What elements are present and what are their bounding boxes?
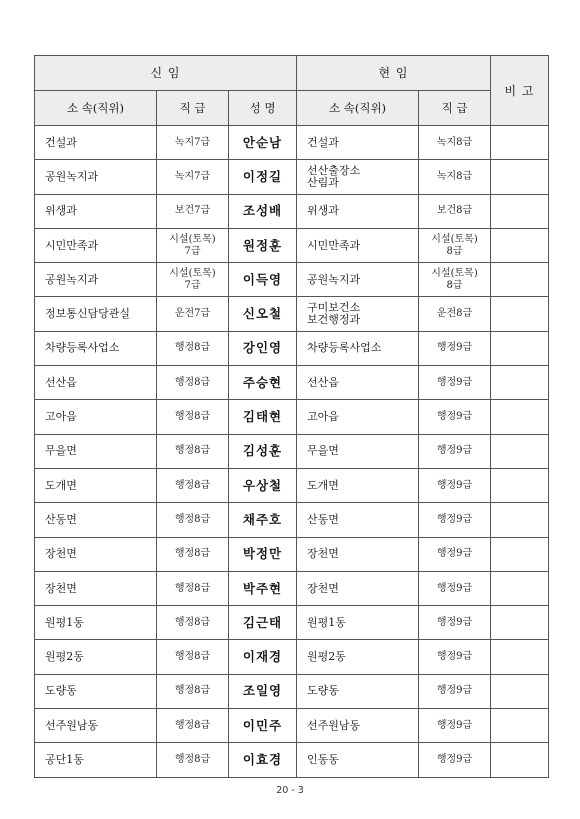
new-grade-cell-text: 시설(토목): [169, 267, 216, 279]
current-grade-cell: [419, 606, 491, 640]
remarks-cell: [491, 297, 549, 331]
current-affiliation-cell-text: 도량동: [307, 684, 339, 698]
current-grade-cell-text: 행정9급: [436, 445, 473, 457]
name-cell-text: 이득영: [242, 271, 283, 287]
current-grade-cell-text: 행정9급: [436, 548, 473, 560]
new-affiliation-cell-text: 장천면: [45, 547, 77, 561]
new-grade-cell-text: 행정8급: [174, 651, 211, 663]
current-grade-cell-text: 행정9급: [436, 411, 473, 423]
name-cell-text: 조성배: [242, 203, 283, 219]
table-row: [35, 297, 549, 331]
new-affiliation-cell: [35, 126, 157, 160]
current-grade-cell-text: 보건8급: [436, 205, 473, 217]
current-affiliation-cell: [297, 640, 419, 674]
header-remarks: 비 고: [491, 56, 549, 126]
table-row: [35, 126, 549, 160]
table-row: [35, 537, 549, 571]
new-affiliation-cell-text: 위생과: [45, 204, 77, 218]
current-affiliation-cell: [297, 263, 419, 297]
new-grade-cell-text: 행정8급: [174, 616, 211, 628]
name-cell-text: 이효경: [242, 751, 283, 767]
new-grade-cell: [157, 331, 229, 365]
current-grade-cell: [419, 263, 491, 297]
name-cell-text: 박주현: [242, 580, 283, 596]
name-cell-text: 우상철: [242, 477, 283, 493]
current-affiliation-cell: [297, 434, 419, 468]
new-grade-cell: [157, 537, 229, 571]
new-grade-cell: [157, 468, 229, 502]
new-grade-cell: [157, 640, 229, 674]
new-affiliation-cell-text: 원평2동: [45, 650, 84, 664]
new-affiliation-cell-text: 선주원남동: [45, 718, 99, 732]
table-row: [35, 160, 549, 194]
name-cell-text: 강인영: [242, 340, 283, 356]
new-affiliation-cell: [35, 160, 157, 194]
current-affiliation-cell: [297, 468, 419, 502]
new-grade-cell: [157, 674, 229, 708]
current-grade-cell-text: 8급: [446, 245, 463, 257]
new-grade-cell: [157, 228, 229, 262]
current-grade-cell-text: 행정9급: [436, 513, 473, 525]
new-affiliation-cell: [35, 434, 157, 468]
current-affiliation-cell-text: 위생과: [307, 204, 339, 218]
current-affiliation-cell: [297, 194, 419, 228]
current-affiliation-cell: [297, 571, 419, 605]
current-affiliation-cell-text: 선산출장소: [307, 163, 361, 177]
current-grade-cell: [419, 503, 491, 537]
current-grade-cell: [419, 743, 491, 777]
table-row: [35, 709, 549, 743]
name-cell: [229, 606, 297, 640]
header-current-post: 현 임: [297, 56, 491, 91]
current-affiliation-cell-text: 원평1동: [307, 615, 346, 629]
new-affiliation-cell-text: 장천면: [45, 581, 77, 595]
new-grade-cell: [157, 160, 229, 194]
new-affiliation-cell-text: 도개면: [45, 478, 77, 492]
name-cell: [229, 160, 297, 194]
header-new-post: 신 임: [35, 56, 297, 91]
new-affiliation-cell: [35, 366, 157, 400]
new-grade-cell: [157, 400, 229, 434]
new-grade-cell-text: 행정8급: [174, 548, 211, 560]
new-affiliation-cell: [35, 263, 157, 297]
new-affiliation-cell: [35, 228, 157, 262]
new-grade-cell-text: 7급: [184, 279, 201, 291]
new-grade-cell-text: 행정8급: [174, 445, 211, 457]
remarks-cell: [491, 743, 549, 777]
name-cell-text: 주승현: [242, 374, 283, 390]
name-cell-text: 김근태: [242, 614, 283, 630]
new-affiliation-cell: [35, 503, 157, 537]
header-affiliation-current: 소 속(직위): [297, 91, 419, 126]
new-grade-cell-text: 행정8급: [174, 582, 211, 594]
table-row: [35, 434, 549, 468]
name-cell-text: 박정만: [242, 546, 283, 562]
new-grade-cell: [157, 366, 229, 400]
new-affiliation-cell-text: 고아읍: [45, 410, 77, 424]
current-affiliation-cell: [297, 606, 419, 640]
new-grade-cell-text: 행정8급: [174, 685, 211, 697]
table-row: [35, 571, 549, 605]
name-cell: [229, 194, 297, 228]
new-affiliation-cell: [35, 709, 157, 743]
name-cell: [229, 743, 297, 777]
remarks-cell: [491, 503, 549, 537]
new-grade-cell-text: 녹지7급: [174, 136, 211, 148]
new-grade-cell: [157, 263, 229, 297]
remarks-cell: [491, 709, 549, 743]
current-affiliation-cell-text: 도개면: [307, 478, 339, 492]
remarks-cell: [491, 537, 549, 571]
name-cell-text: 채주호: [242, 511, 283, 527]
new-grade-cell: [157, 434, 229, 468]
current-affiliation-cell-text: 공원녹지과: [307, 272, 361, 286]
new-grade-cell-text: 행정8급: [174, 411, 211, 423]
table-row: [35, 228, 549, 262]
name-cell: [229, 674, 297, 708]
name-cell-text: 이재경: [242, 649, 283, 665]
new-grade-cell: [157, 126, 229, 160]
current-grade-cell: [419, 674, 491, 708]
remarks-cell: [491, 194, 549, 228]
name-cell: [229, 468, 297, 502]
current-grade-cell-text: 녹지8급: [436, 170, 473, 182]
table-row: [35, 400, 549, 434]
new-affiliation-cell-text: 도량동: [45, 684, 77, 698]
remarks-cell: [491, 571, 549, 605]
new-affiliation-cell: [35, 571, 157, 605]
new-grade-cell-text: 보건7급: [174, 205, 211, 217]
current-affiliation-cell-text: 장천면: [307, 547, 339, 561]
header-name: 성 명: [229, 91, 297, 126]
current-grade-cell: [419, 434, 491, 468]
new-grade-cell-text: 행정8급: [174, 479, 211, 491]
current-affiliation-cell: [297, 297, 419, 331]
table-row: [35, 606, 549, 640]
current-grade-cell: [419, 331, 491, 365]
new-affiliation-cell-text: 정보통신담당관실: [45, 307, 131, 321]
new-grade-cell: [157, 194, 229, 228]
current-grade-cell-text: 행정9급: [436, 342, 473, 354]
current-grade-cell: [419, 468, 491, 502]
table-row: [35, 743, 549, 777]
name-cell: [229, 126, 297, 160]
current-affiliation-cell-text: 선주원남동: [307, 718, 361, 732]
current-grade-cell: [419, 537, 491, 571]
current-grade-cell-text: 8급: [446, 279, 463, 291]
current-affiliation-cell: [297, 503, 419, 537]
table-row: [35, 674, 549, 708]
current-affiliation-cell: [297, 160, 419, 194]
page-number: 20 - 3: [276, 785, 304, 796]
current-affiliation-cell-text: 시민만족과: [307, 238, 361, 252]
new-affiliation-cell-text: 원평1동: [45, 615, 84, 629]
name-cell-text: 신오철: [242, 306, 283, 322]
new-grade-cell-text: 행정8급: [174, 376, 211, 388]
current-affiliation-cell-text: 원평2동: [307, 650, 346, 664]
current-grade-cell: [419, 571, 491, 605]
name-cell-text: 안순남: [242, 134, 283, 150]
current-affiliation-cell-text: 구미보건소: [307, 301, 361, 315]
current-grade-cell: [419, 160, 491, 194]
new-affiliation-cell: [35, 468, 157, 502]
current-affiliation-cell: [297, 400, 419, 434]
new-affiliation-cell: [35, 331, 157, 365]
name-cell: [229, 709, 297, 743]
current-grade-cell-text: 행정9급: [436, 651, 473, 663]
current-affiliation-cell-text: 인동동: [307, 752, 339, 766]
name-cell-text: 김태현: [242, 409, 283, 425]
table-row: [35, 366, 549, 400]
new-affiliation-cell: [35, 297, 157, 331]
remarks-cell: [491, 400, 549, 434]
new-affiliation-cell-text: 산동면: [45, 512, 77, 526]
new-affiliation-cell-text: 공원녹지과: [45, 169, 99, 183]
new-affiliation-cell-text: 시민만족과: [45, 238, 99, 252]
current-grade-cell-text: 행정9급: [436, 582, 473, 594]
name-cell: [229, 331, 297, 365]
current-affiliation-cell-text: 산림과: [307, 175, 339, 189]
current-affiliation-cell: [297, 743, 419, 777]
table-row: [35, 640, 549, 674]
current-grade-cell: [419, 640, 491, 674]
new-affiliation-cell: [35, 640, 157, 674]
current-grade-cell-text: 행정9급: [436, 685, 473, 697]
current-affiliation-cell: [297, 228, 419, 262]
name-cell: [229, 503, 297, 537]
remarks-cell: [491, 640, 549, 674]
table-row: [35, 468, 549, 502]
new-grade-cell-text: 7급: [184, 245, 201, 257]
name-cell-text: 이민주: [242, 717, 283, 733]
current-grade-cell: [419, 709, 491, 743]
current-grade-cell: [419, 297, 491, 331]
current-grade-cell: [419, 228, 491, 262]
name-cell: [229, 434, 297, 468]
name-cell-text: 김성훈: [242, 443, 283, 459]
new-grade-cell-text: 행정8급: [174, 513, 211, 525]
name-cell: [229, 228, 297, 262]
name-cell: [229, 640, 297, 674]
current-grade-cell: [419, 366, 491, 400]
new-affiliation-cell: [35, 674, 157, 708]
current-grade-cell-text: 행정9급: [436, 376, 473, 388]
current-affiliation-cell-text: 무을면: [307, 444, 339, 458]
current-affiliation-cell-text: 산동면: [307, 512, 339, 526]
new-affiliation-cell: [35, 606, 157, 640]
name-cell-text: 조일영: [242, 683, 283, 699]
current-affiliation-cell: [297, 709, 419, 743]
current-affiliation-cell-text: 차량등록사업소: [307, 341, 382, 355]
new-affiliation-cell: [35, 400, 157, 434]
name-cell: [229, 263, 297, 297]
current-affiliation-cell: [297, 126, 419, 160]
header-row-sub: [35, 91, 549, 126]
remarks-cell: [491, 331, 549, 365]
remarks-cell: [491, 468, 549, 502]
new-grade-cell: [157, 571, 229, 605]
current-grade-cell-text: 시설(토목): [431, 233, 478, 245]
new-grade-cell: [157, 503, 229, 537]
name-cell: [229, 297, 297, 331]
new-grade-cell-text: 운전7급: [174, 308, 211, 320]
current-affiliation-cell-text: 건설과: [307, 135, 339, 149]
table-row: [35, 331, 549, 365]
new-affiliation-cell-text: 건설과: [45, 135, 77, 149]
name-cell: [229, 571, 297, 605]
name-cell: [229, 366, 297, 400]
current-affiliation-cell: [297, 331, 419, 365]
new-affiliation-cell: [35, 743, 157, 777]
current-affiliation-cell-text: 보건행정과: [307, 313, 361, 327]
name-cell-text: 원정훈: [242, 237, 283, 253]
remarks-cell: [491, 434, 549, 468]
personnel-transfer-table: [34, 55, 549, 778]
new-grade-cell-text: 시설(토목): [169, 233, 216, 245]
remarks-cell: [491, 160, 549, 194]
new-grade-cell-text: 행정8급: [174, 719, 211, 731]
new-grade-cell: [157, 743, 229, 777]
remarks-cell: [491, 674, 549, 708]
current-grade-cell: [419, 194, 491, 228]
name-cell: [229, 400, 297, 434]
new-grade-cell-text: 행정8급: [174, 342, 211, 354]
current-grade-cell-text: 행정9급: [436, 479, 473, 491]
current-grade-cell-text: 운전8급: [436, 308, 473, 320]
new-grade-cell: [157, 297, 229, 331]
current-grade-cell-text: 행정9급: [436, 753, 473, 765]
remarks-cell: [491, 228, 549, 262]
current-affiliation-cell: [297, 366, 419, 400]
current-affiliation-cell: [297, 537, 419, 571]
new-grade-cell: [157, 606, 229, 640]
remarks-cell: [491, 606, 549, 640]
name-cell-text: 이정길: [242, 168, 283, 184]
new-affiliation-cell-text: 공단1동: [45, 752, 84, 766]
new-affiliation-cell-text: 공원녹지과: [45, 272, 99, 286]
new-affiliation-cell: [35, 194, 157, 228]
new-grade-cell: [157, 709, 229, 743]
current-affiliation-cell-text: 장천면: [307, 581, 339, 595]
new-grade-cell-text: 녹지7급: [174, 170, 211, 182]
current-grade-cell-text: 녹지8급: [436, 136, 473, 148]
current-affiliation-cell: [297, 674, 419, 708]
remarks-cell: [491, 126, 549, 160]
table-row: [35, 194, 549, 228]
header-grade-current: 직 급: [419, 91, 491, 126]
current-affiliation-cell-text: 고아읍: [307, 410, 339, 424]
remarks-cell: [491, 366, 549, 400]
current-grade-cell: [419, 400, 491, 434]
table-row: [35, 503, 549, 537]
new-affiliation-cell-text: 선산읍: [45, 375, 77, 389]
new-affiliation-cell-text: 무을면: [45, 444, 77, 458]
table-row: [35, 263, 549, 297]
current-grade-cell-text: 행정9급: [436, 616, 473, 628]
name-cell: [229, 537, 297, 571]
remarks-cell: [491, 263, 549, 297]
header-affiliation: 소 속(직위): [35, 91, 157, 126]
current-affiliation-cell-text: 선산읍: [307, 375, 339, 389]
current-grade-cell: [419, 126, 491, 160]
header-row-top: [35, 56, 549, 91]
new-affiliation-cell-text: 차량등록사업소: [45, 341, 120, 355]
new-grade-cell-text: 행정8급: [174, 753, 211, 765]
new-affiliation-cell: [35, 537, 157, 571]
header-grade: 직 급: [157, 91, 229, 126]
current-grade-cell-text: 시설(토목): [431, 267, 478, 279]
current-grade-cell-text: 행정9급: [436, 719, 473, 731]
